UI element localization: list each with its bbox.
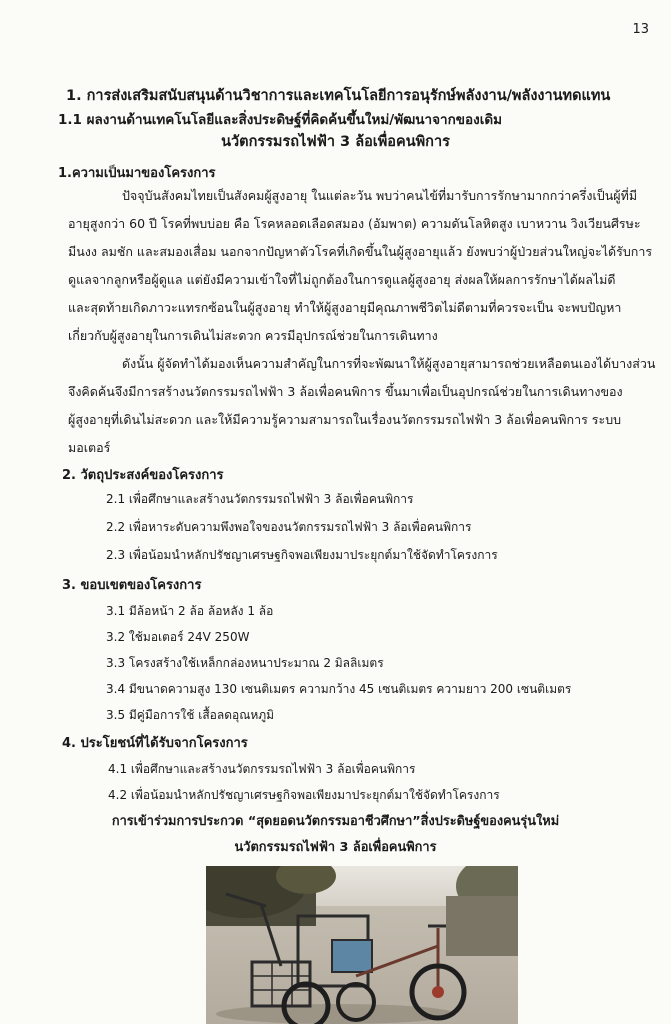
section-1-heading: 1.ความเป็นมาของโครงการ [58,166,216,181]
paragraph-line: อายุสูงกว่า 60 ปี โรคที่พบบ่อย คือ โรคหลอดเลือดสมอง (อัมพาต) ความดันโลหิตสูง เบาหวาน วิงเวียนศีรษะ [68,216,641,231]
paragraph-line: ดูแลจากลูกหรือผู้ดูแล แต่ยังมีความเข้าใจที่ไม่ถูกต้องในการดูแลผู้สูงอายุ ส่งผลให้ผลการรักษาได้ผลไม่ดี [68,272,616,287]
list-item: 4.2 เพื่อน้อมนำหลักปรัชญาเศรษฐกิจพอเพียงมาประยุกต์มาใช้จัดทำโครงการ [108,788,500,802]
section-2-heading: 2. วัตถุประสงค์ของโครงการ [62,468,224,483]
main-heading: 1. การส่งเสริมสนับสนุนด้านวิชาการและเทคโนโลยีการอนุรักษ์พลังงาน/พลังงานทดแทน [66,88,611,104]
page-number: 13 [632,22,649,37]
subheading: 1.1 ผลงานด้านเทคโนโลยีและสิ่งประดิษฐ์ที่คิดค้นขึ้นใหม่/พัฒนาจากของเดิม [58,112,502,128]
list-item: 3.4 มีขนาดความสูง 130 เซนติเมตร ความกว้าง 45 เซนติเมตร ความยาว 200 เซนติเมตร [106,682,572,696]
paragraph-line: ปัจจุบันสังคมไทยเป็นสังคมผู้สูงอายุ ในแต่ละวัน พบว่าคนไข้ที่มารับการรักษามากกว่าครึ่งเป็นผู้ที่มี [122,188,638,203]
list-item: 2.3 เพื่อน้อมนำหลักปรัชญาเศรษฐกิจพอเพียงมาประยุกต์มาใช้จัดทำโครงการ [106,548,498,562]
list-item: 3.2 ใช้มอเตอร์ 24V 250W [106,630,250,644]
list-item: 3.5 มีคู่มือการใช้ เสื้อลดอุณหภูมิ [106,708,275,722]
paragraph-line: มีนงง ลมชัก และสมองเสื่อม นอกจากปัญหาตัวโรคที่เกิดขึ้นในผู้สูงอายุแล้ว ยังพบว่าผู้ป่วยส่วนใหญ่จะได้รับการ [68,244,653,259]
project-title: นวัตกรรมรถไฟฟ้า 3 ล้อเพื่อคนพิการ [221,134,450,150]
paragraph-line: และสุดท้ายเกิดภาวะแทรกซ้อนในผู้สูงอายุ ทำให้ผู้สูงอายุมีคุณภาพชีวิตไม่ดีตามที่ควรจะเป็น จะพบปัญหา [68,300,622,315]
list-item: 2.2 เพื่อหาระดับความพึงพอใจของนวัตกรรมรถไฟฟ้า 3 ล้อเพื่อคนพิการ [106,520,472,534]
paragraph-line: เกี่ยวกับผู้สูงอายุในการเดินไม่สะดวก ควรมีอุปกรณ์ช่วยในการเดินทาง [68,328,438,343]
section-4-heading: 4. ประโยชน์ที่ได้รับจากโครงการ [62,736,248,751]
paragraph-line: จึงคิดค้นจึงมีการสร้างนวัตกรรมรถไฟฟ้า 3 ล้อเพื่อคนพิการ ขึ้นมาเพื่อเป็นอุปกรณ์ช่วยในการเดินทางของ [68,384,623,399]
paragraph-line: มอเตอร์ [68,440,111,455]
caption-line-2: นวัตกรรมรถไฟฟ้า 3 ล้อเพื่อคนพิการ [234,840,437,855]
paragraph-line: ผู้สูงอายุที่เดินไม่สะดวก และให้มีความรู้ความสามารถในเรื่องนวัตกรรมรถไฟฟ้า 3 ล้อเพื่อคนพิการ ระบบ [68,412,622,427]
list-item: 3.3 โครงสร้างใช้เหล็กกล่องหนาประมาณ 2 มิลลิเมตร [106,656,384,670]
section-3-heading: 3. ขอบเขตของโครงการ [62,578,202,593]
paragraph-line: ดังนั้น ผู้จัดทำได้มองเห็นความสำคัญในการที่จะพัฒนาให้ผู้สูงอายุสามารถช่วยเหลือตนเองได้บางส่วน [122,356,656,371]
caption-line-1: การเข้าร่วมการประกวด “สุดยอดนวัตกรรมอาชีวศึกษา”สิ่งประดิษฐ์ของคนรุ่นใหม่ [111,814,560,829]
list-item: 4.1 เพื่อศึกษาและสร้างนวัตกรรมรถไฟฟ้า 3 ล้อเพื่อคนพิการ [108,762,416,776]
list-item: 2.1 เพื่อศึกษาและสร้างนวัตกรรมรถไฟฟ้า 3 ล้อเพื่อคนพิการ [106,492,414,506]
list-item: 3.1 มีล้อหน้า 2 ล้อ ล้อหลัง 1 ล้อ [106,604,274,618]
tricycle-photo [206,866,518,1024]
